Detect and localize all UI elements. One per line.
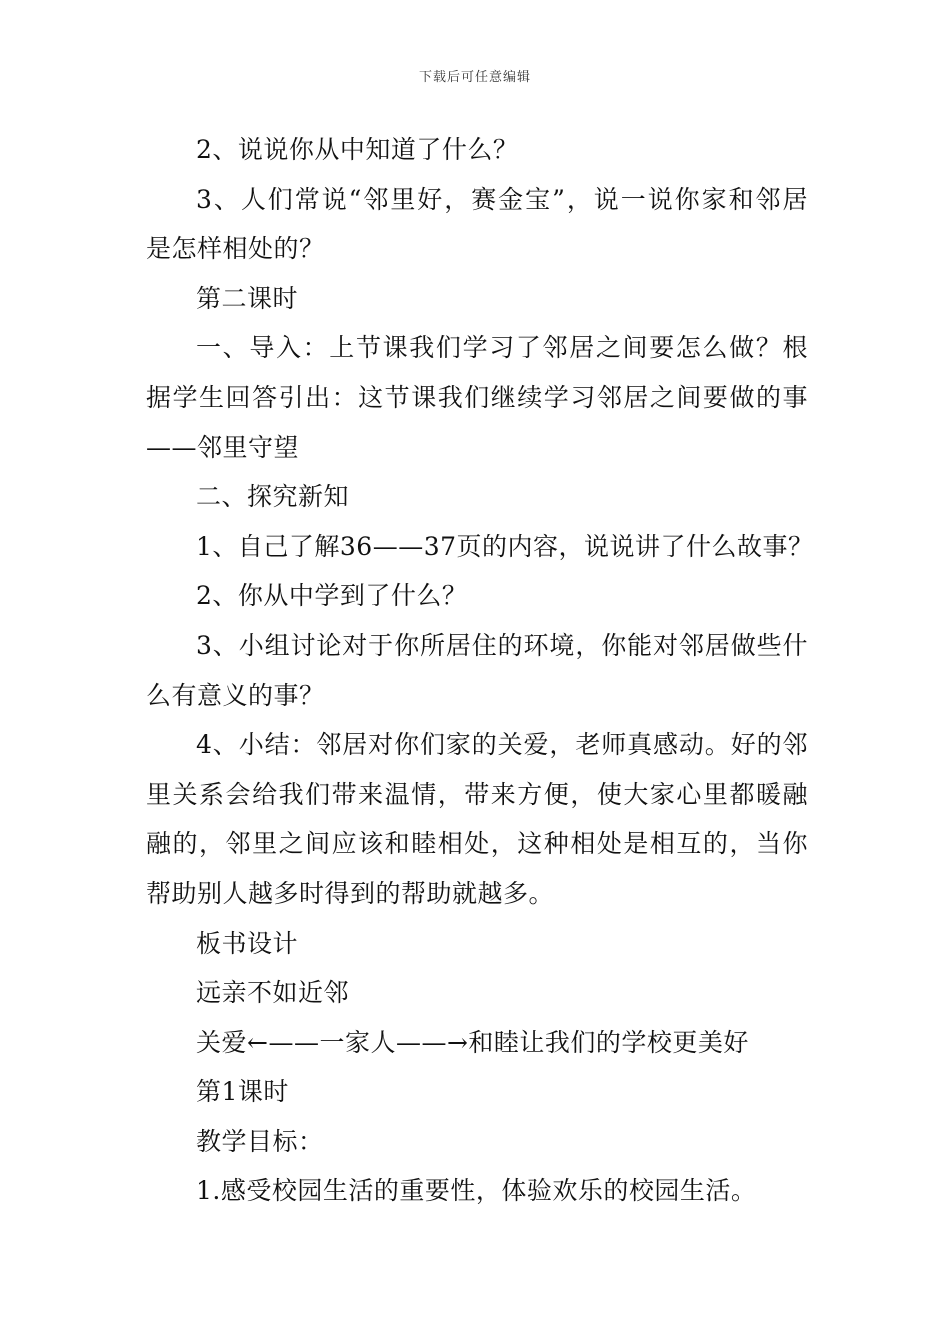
text-line: 远亲不如近邻	[196, 978, 350, 1008]
text-line: 里关系会给我们带来温情，带来方便，使大家心里都暖融	[146, 779, 808, 809]
section-heading: 二、探究新知	[196, 482, 350, 512]
document-body	[146, 125, 814, 1216]
page-header: 下载后可任意编辑	[418, 70, 531, 85]
text-line: ——邻里守望	[146, 432, 300, 462]
text-line: 1、自己了解36——37页的内容，说说讲了什么故事？	[196, 531, 814, 561]
text-line: 3、小组讨论对于你所居住的环境，你能对邻居做些什	[196, 630, 808, 660]
section-heading: 第二课时	[196, 283, 299, 313]
text-line: 么有意义的事？	[146, 680, 325, 710]
text-line: 帮助别人越多时得到的帮助就越多。	[146, 878, 555, 908]
text-line: 1.感受校园生活的重要性，体验欢乐的校园生活。	[196, 1176, 757, 1206]
section-heading: 板书设计	[196, 928, 299, 958]
text-line: 一、导入：上节课我们学习了邻居之间要怎么做？根	[196, 333, 808, 363]
text-line: 4、小结：邻居对你们家的关爱，老师真感动。好的邻	[196, 730, 808, 760]
section-heading: 第1课时	[196, 1077, 289, 1107]
text-line: 3、人们常说“邻里好，赛金宝”，说一说你家和邻居	[196, 184, 808, 214]
text-line: 融的，邻里之间应该和睦相处，这种相处是相互的，当你	[146, 829, 808, 859]
text-line: 是怎样相处的？	[146, 234, 325, 264]
text-line: 教学目标：	[196, 1126, 324, 1156]
text-line: 据学生回答引出：这节课我们继续学习邻居之间要做的事	[146, 382, 808, 412]
text-line: 关爱←——一家人——→和睦让我们的学校更美好	[196, 1027, 749, 1057]
text-line: 2、你从中学到了什么？	[196, 581, 468, 611]
text-line: 2、说说你从中知道了什么？	[196, 135, 519, 164]
